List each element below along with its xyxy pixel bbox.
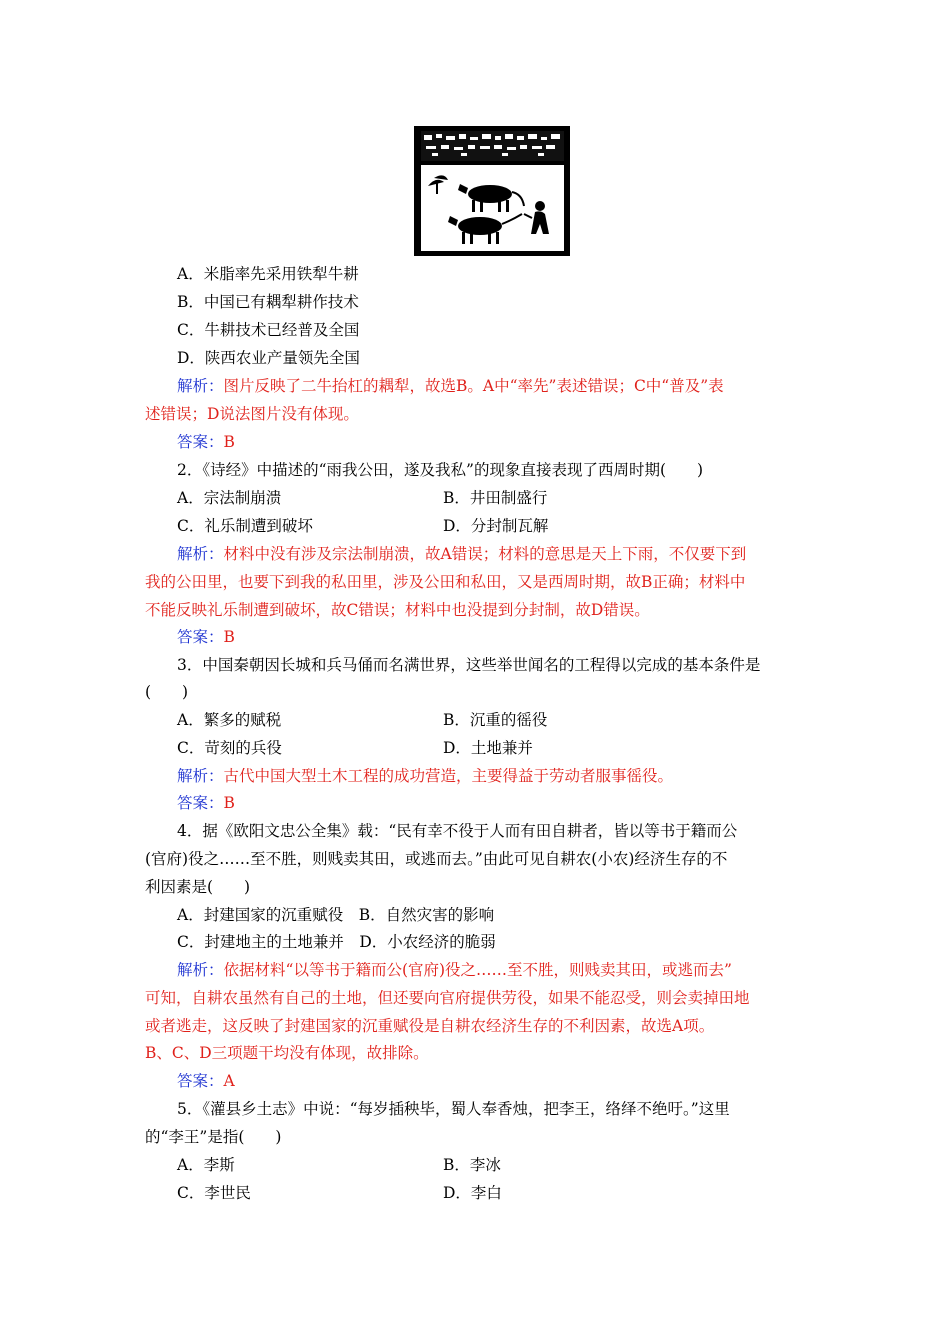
q3-analysis	[177, 766, 673, 786]
q4-answer	[177, 1071, 235, 1091]
q2-answer-label: 答案：	[177, 628, 224, 646]
q4-stem-line-2: (官府)役之……至不胜，则贱卖其田，或逃而去。”由此可见自耕农(小农)经济生存的不	[145, 850, 728, 868]
q4-analysis-line-3: 或者逃走，这反映了封建国家的沉重赋役是自耕农经济生存的不利因素，故选A项。	[145, 1017, 715, 1035]
q3-option-d: D．土地兼并	[443, 739, 533, 757]
q4-analysis-line-4: B、C、D三项题干均没有体现，故排除。	[145, 1044, 429, 1062]
q2-analysis-line-1: 材料中没有涉及宗法制崩溃，故A错误；材料的意思是天上下雨，不仅要下到	[223, 545, 747, 563]
q1-analysis	[177, 376, 724, 396]
q3-analysis-label: 解析：	[177, 767, 224, 785]
q3-answer-label: 答案：	[177, 794, 224, 812]
q5-option-a: A．李斯	[177, 1156, 235, 1174]
ox-plowing-relief-image	[414, 126, 570, 256]
q1-analysis-line-2: 述错误；D说法图片没有体现。	[145, 405, 359, 423]
q3-analysis-line-1: 古代中国大型土木工程的成功营造，主要得益于劳动者服事徭役。	[223, 767, 674, 785]
q2-answer-value: B	[223, 628, 235, 646]
q3-stem-line-2: ( )	[145, 683, 189, 701]
q1-option-c: C．牛耕技术已经普及全国	[177, 321, 360, 339]
q5-stem-line-1: 5．《灌县乡土志》中说：“每岁插秧毕，蜀人奉香烛，把李王，络绎不绝吁。”这里	[177, 1100, 730, 1118]
q2-answer	[177, 627, 235, 647]
q4-analysis-line-2: 可知，自耕农虽然有自己的土地，但还要向官府提供劳役，如果不能忍受，则会卖掉田地	[145, 989, 750, 1007]
q4-analysis-label: 解析：	[177, 961, 224, 979]
q2-option-c: C．礼乐制遭到破坏	[177, 517, 313, 535]
q2-stem: 2．《诗经》中描述的“雨我公田，遂及我私”的现象直接表现了西周时期( )	[177, 461, 704, 479]
q2-analysis-line-3: 不能反映礼乐制遭到破坏，故C错误；材料中也没提到分封制，故D错误。	[145, 601, 650, 619]
q3-stem-line-1: 3．中国秦朝因长城和兵马俑而名满世界，这些举世闻名的工程得以完成的基本条件是	[177, 656, 761, 674]
q5-option-b: B．李冰	[443, 1156, 501, 1174]
q4-answer-label: 答案：	[177, 1072, 224, 1090]
q3-option-c: C．苛刻的兵役	[177, 739, 282, 757]
q2-option-b: B．井田制盛行	[443, 489, 548, 507]
q1-option-a: A．米脂率先采用铁犁牛耕	[177, 265, 359, 283]
q4-option-row-2: C．封建地主的土地兼并 D．小农经济的脆弱	[177, 933, 496, 951]
q1-answer-label: 答案：	[177, 433, 224, 451]
q5-option-c: C．李世民	[177, 1184, 251, 1202]
q4-analysis	[177, 960, 732, 980]
ox-plowing-brick-relief-icon	[414, 126, 570, 256]
q4-stem-line-1: 4．据《欧阳文忠公全集》载：“民有幸不役于人而有田自耕者，皆以等书于籍而公	[177, 822, 738, 840]
q1-option-d: D．陕西农业产量领先全国	[177, 349, 360, 367]
q1-answer-value: B	[223, 433, 235, 451]
q4-answer-value: A	[223, 1072, 235, 1090]
q5-stem-line-2: 的“李王”是指( )	[145, 1128, 282, 1146]
q4-option-row-1: A．封建国家的沉重赋役 B．自然灾害的影响	[177, 906, 495, 924]
q3-option-b: B．沉重的徭役	[443, 711, 548, 729]
q2-analysis-line-2: 我的公田里，也要下到我的私田里，涉及公田和私田，又是西周时期，故B正确；材料中	[145, 573, 746, 591]
q1-analysis-label: 解析：	[177, 377, 224, 395]
q1-answer	[177, 432, 235, 452]
q3-answer-value: B	[223, 794, 235, 812]
q2-analysis-label: 解析：	[177, 545, 224, 563]
q5-option-d: D．李白	[443, 1184, 502, 1202]
q4-analysis-line-1: 依据材料“以等书于籍而公(官府)役之……至不胜，则贱卖其田，或逃而去”	[223, 961, 732, 979]
q2-option-a: A．宗法制崩溃	[177, 489, 282, 507]
q2-option-d: D．分封制瓦解	[443, 517, 549, 535]
q1-analysis-line-1: 图片反映了二牛抬杠的耦犁，故选B。A中“率先”表述错误；C中“普及”表	[223, 377, 724, 395]
q1-option-b: B．中国已有耦犁耕作技术	[177, 293, 359, 311]
q3-answer	[177, 793, 235, 813]
q4-stem-line-3: 利因素是( )	[145, 878, 251, 896]
q3-option-a: A．繁多的赋税	[177, 711, 282, 729]
q2-analysis	[177, 544, 746, 564]
